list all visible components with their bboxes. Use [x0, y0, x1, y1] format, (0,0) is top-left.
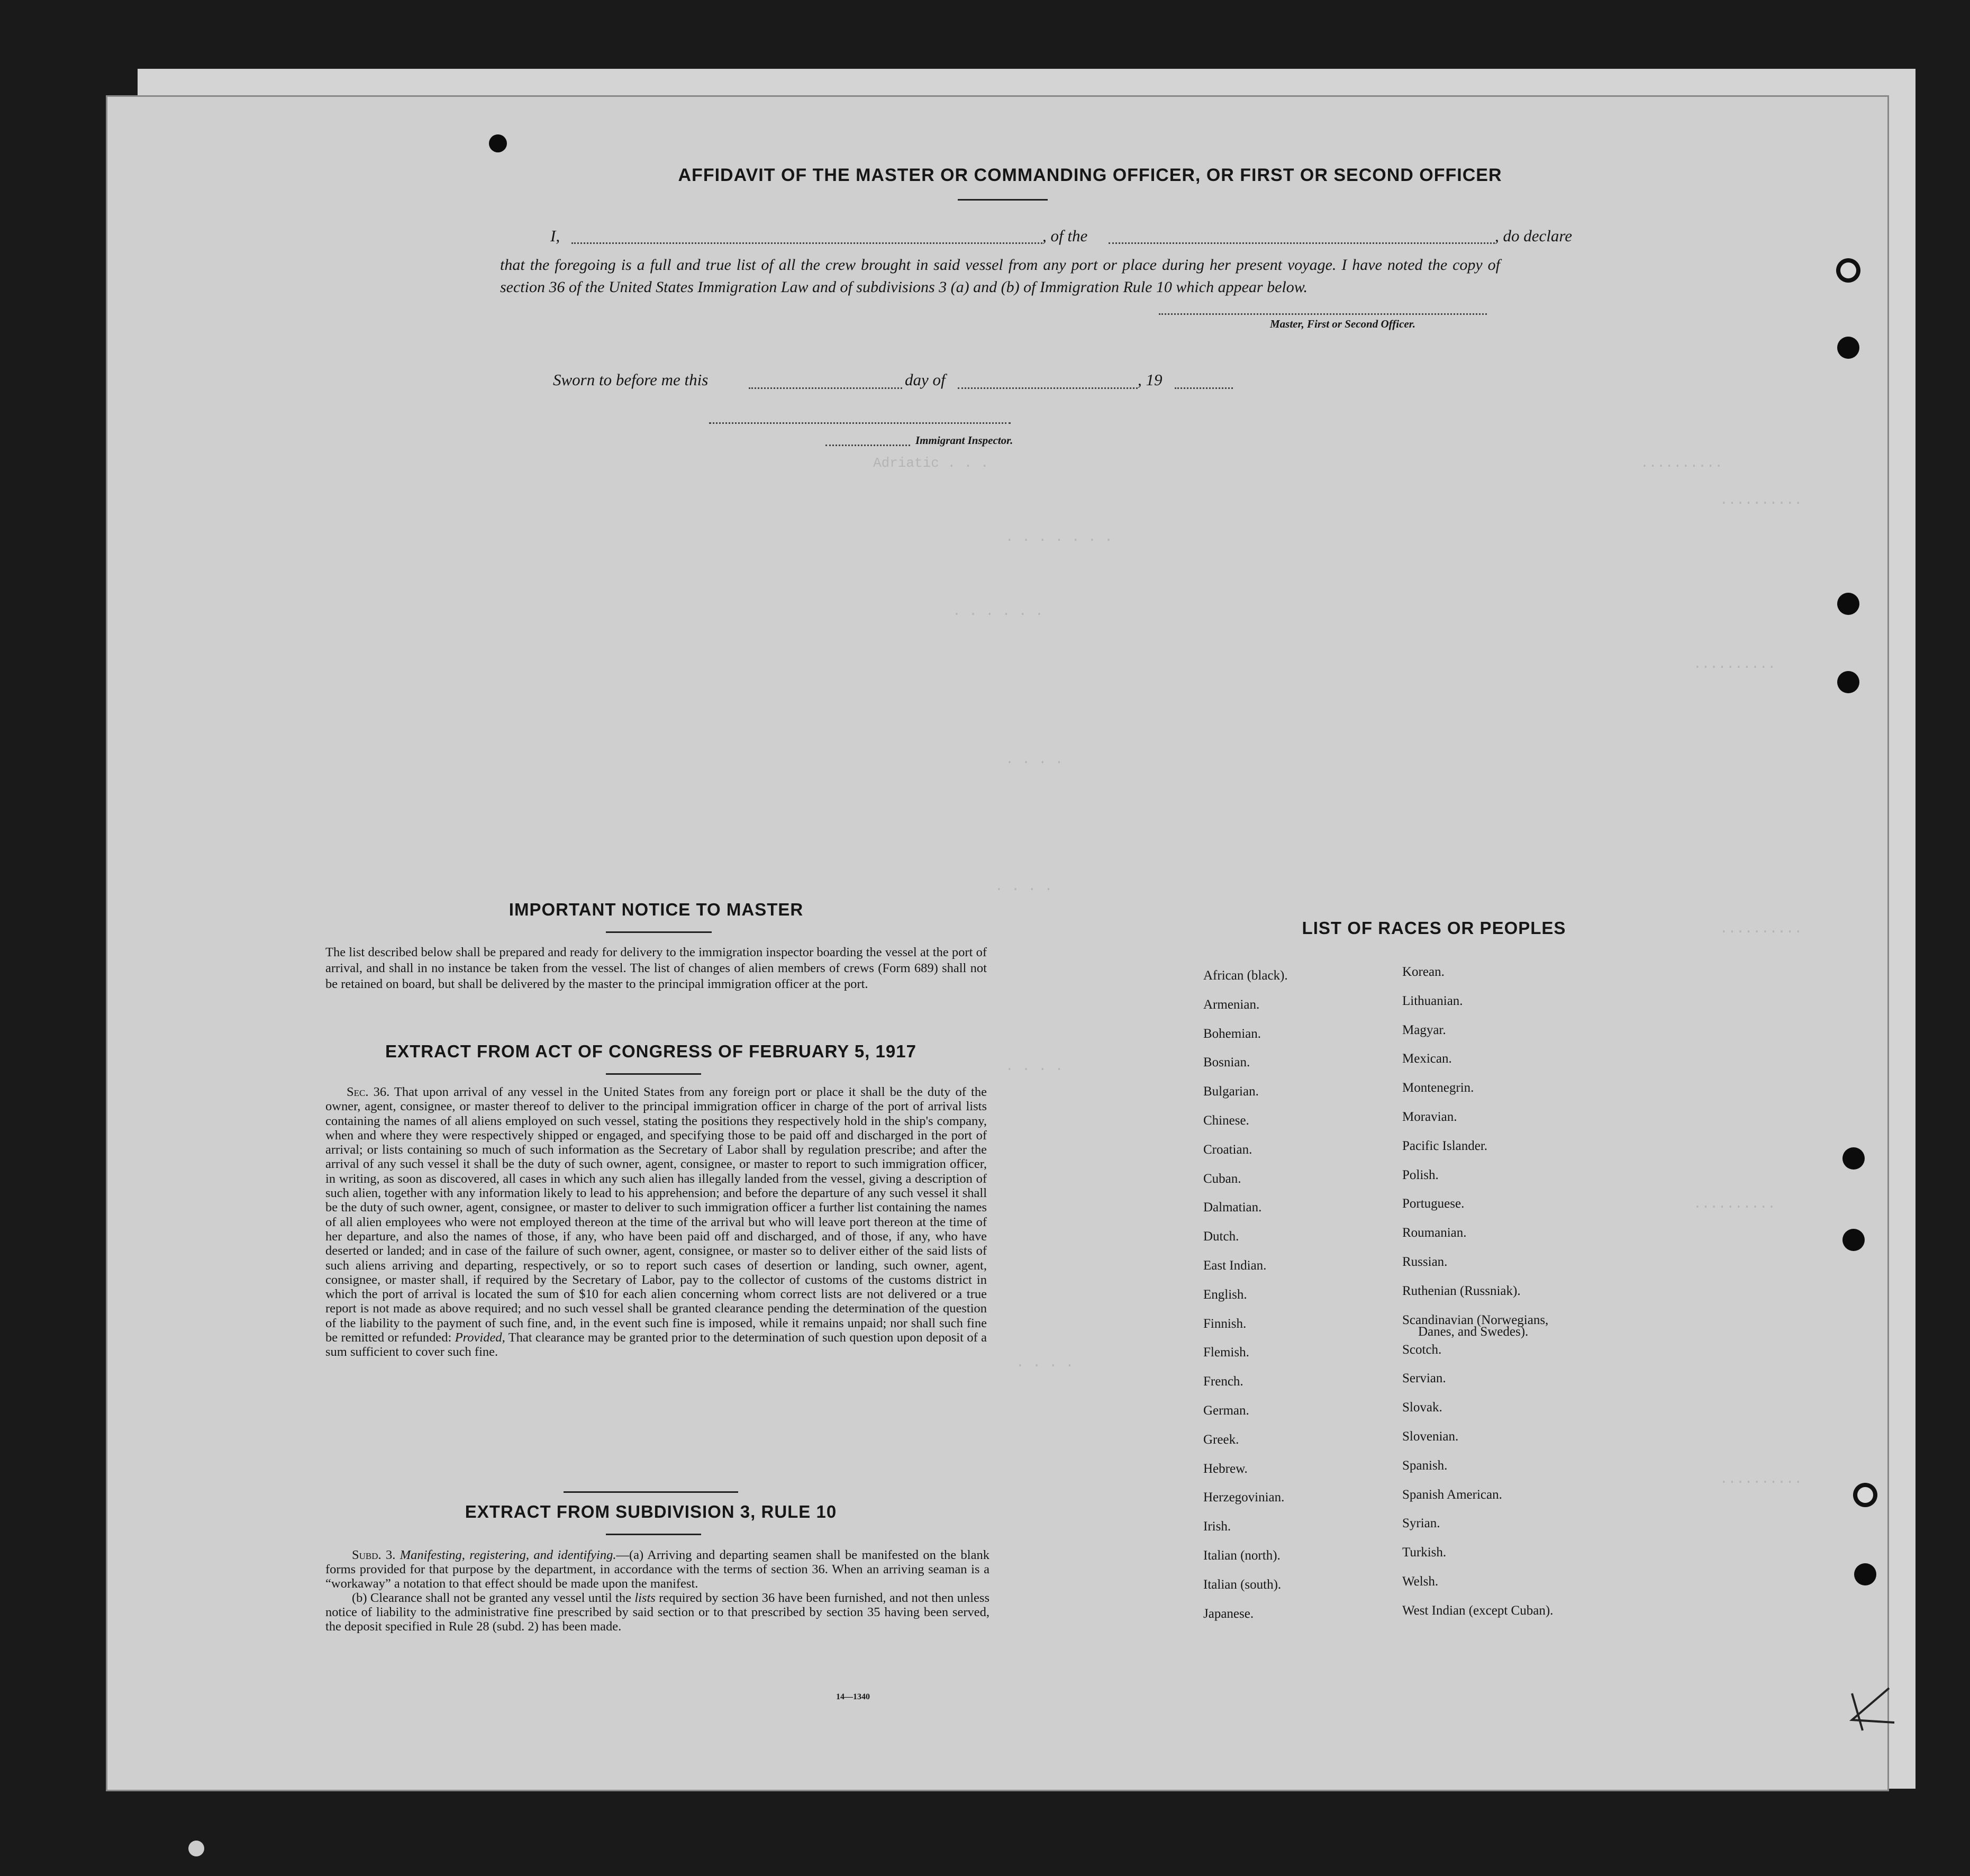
races-title: LIST OF RACES OR PEOPLES	[1302, 918, 1566, 938]
race-item: Spanish.	[1402, 1458, 1448, 1473]
act-end-rule	[564, 1491, 738, 1493]
handwritten-mark	[1841, 1683, 1905, 1741]
punch-hole	[1837, 337, 1859, 359]
subd-paragraph-b	[325, 1591, 989, 1634]
punch-hole	[1837, 593, 1859, 615]
rule-extract-title: EXTRACT FROM SUBDIVISION 3, RULE 10	[465, 1502, 837, 1521]
race-item: Dalmatian.	[1203, 1200, 1262, 1215]
proviso-word: Provided,	[455, 1330, 505, 1345]
notice-title: IMPORTANT NOTICE TO MASTER	[509, 900, 804, 919]
month-blank	[958, 387, 1138, 389]
race-item: Russian.	[1402, 1255, 1448, 1269]
race-item: Flemish.	[1203, 1345, 1249, 1360]
race-item: Finnish.	[1203, 1316, 1247, 1331]
punch-hole	[1842, 1147, 1865, 1170]
race-item: Chinese.	[1203, 1113, 1249, 1128]
race-item: Spanish American.	[1402, 1487, 1502, 1502]
race-item: Greek.	[1203, 1432, 1239, 1447]
race-item: Polish.	[1402, 1167, 1439, 1182]
race-item: Slovak.	[1402, 1400, 1442, 1415]
section-body-1: That upon arrival of any vessel in the United States from any foreign port or place it shall be the duty of the owner, agent, consignee, or master thereof to deliver to the principal immigration officer in charge of the port of arrival lists containing the names of all aliens employed on such vessel, stating the positions they respectively hold in the ship's company, when and where they were respectively shipped or engaged, and specifying those to be paid off and discharged in the port of arrival; or lists containing so much of such information as the Secretary of Labor shall by regulation prescribe; and after the arrival of any such vessel it shall be the duty of such owner, agent, consignee, or master to report to such immigration officer, in writing, as soon as discovered, all cases in which any such alien has illegally landed from the vessel, giving a description of such alien, together with any information likely to lead to his apprehension; and before the departure of any such vessel it shall be the duty of such owner, agent, consignee, or master to deliver to such immigration officer a further list containing the names of all alien employees who were not employed thereon at the time of the arrival but who will leave port thereon at the time of her departure, and also the names of those, if any, who have been paid off and discharged, and of those, if any, who have deserted or landed; and in case of the failure of such owner, agent, consignee, or master so to deliver either of the said lists of such aliens arriving and departing, respectively, or so to report such cases of desertion or landing, such owner, agent, consignee, or master shall, if required by the Secretary of Labor, pay to the collector of customs of the customs district in which the port of arrival is located the sum of $10 for each alien concerning whom correct lists are not delivered or a true report is not made as above required; and no such vessel shall be granted clearance pending the determination of the question of the liability to the payment of such fine, and, in the event such fine is imposed, while it remains unpaid; nor shall such fine be remitted or refunded:	[325, 1085, 987, 1345]
punch-hole	[1842, 1229, 1865, 1251]
race-item: East Indian.	[1203, 1258, 1267, 1273]
subdivision-3-text	[325, 1548, 989, 1634]
signature-blank	[1159, 313, 1487, 315]
affidavit-body: that the foregoing is a full and true list of all the crew brought in said vessel from any port or place during her present voyage. I have noted the copy of section 36 of the United States Immigration Law and of subdivisions 3 (a) and (b) of Immigration Rule 10 which appear below.	[500, 256, 1500, 296]
race-item: Danes, and Swedes).	[1418, 1324, 1529, 1339]
subd-heading: Manifesting, registering, and identifying.	[400, 1548, 616, 1562]
race-item: Bulgarian.	[1203, 1084, 1259, 1099]
act-extract-title: EXTRACT FROM ACT OF CONGRESS OF FEBRUARY 5, 1917	[385, 1041, 916, 1061]
punch-hole	[1837, 671, 1859, 693]
race-item: Croatian.	[1203, 1142, 1252, 1157]
race-item: Italian (south).	[1203, 1577, 1282, 1592]
race-item: Cuban.	[1203, 1171, 1241, 1186]
race-item: Hebrew.	[1203, 1461, 1248, 1476]
race-item: Portuguese.	[1402, 1197, 1465, 1211]
race-item: Bohemian.	[1203, 1026, 1261, 1041]
inspector-signature-blank	[709, 422, 1011, 424]
subd-para-b-end: required by section 36 have been furnished, and not then unless notice of liability to the administrative fine prescribed by said section or to that prescribed by section 35 having been served, the deposit specified in Rule 28 (subd. 2) has been made.	[325, 1591, 990, 1634]
race-item: Welsh.	[1402, 1574, 1439, 1589]
race-item: Lithuanian.	[1402, 993, 1463, 1008]
race-item: Pacific Islander.	[1402, 1138, 1488, 1153]
race-item: Bosnian.	[1203, 1055, 1250, 1070]
document-page: Adriatic . . . .......... .......... . . . . . . . . . . . . . .......... . . . . . . . . .......... . . . . .......... . . . . .......... AFFIDAVIT OF THE MASTER OR COMMANDING OFFICER, OR FIRST OR SECOND OFFICER I, , of the , do declare that the foregoing is a full and true list of all the crew brought in said vessel from any port or place during her present voyage. I have noted the copy of section 36 of the United States Immigration Law and of subdivisions 3 (a) and (b) of Immigration Rule 10 which appear below. Master, First or Second Officer. Sworn to before me this day of , 19 Immigrant Inspector. IMPORTANT NOTICE TO MASTER The list described below shall be prepared and ready for delivery to the immigration inspector boarding the vessel at the port of arrival, and shall in no instance be taken from the vessel. The list of changes of alien members of crews (Form 689) shall not be retained on board, but shall be delivered by the master to the principal immigration officer at the port. EXTRACT FROM ACT OF CONGRESS OF FEBRUARY 5, 1917 Sec. 36. That upon arrival of any vessel in the United States from any foreign port or place it shall be the duty of the owner, agent, consignee, or master thereof to deliver to the principal immigration officer in charge of the port of arrival lists containing the names of all aliens employed on such vessel, stating the positions they respectively hold in the ship's company, when and where they were respectively shipped or engaged, and specifying those to be paid off and discharged in the port of arrival; or lists containing so much of such information as the Secretary of Labor shall by regulation prescribe; and after the arrival of any such vessel it shall be the duty of such owner, agent, consignee, or master to report to such immigration officer, in writing, as soon as discovered, all cases in which any such alien has illegally landed from the vessel, giving a description of such alien, together with any information likely to lead to his apprehension; and before the departure of any such vessel it shall be the duty of such owner, agent, consignee, or master to deliver to such immigration officer a further list containing the names of all alien employees who were not employed thereon at the time of the arrival but who will leave port thereon at the time of her departure, and also the names of those, if any, who have been paid off and discharged, and of those, if any, who have deserted or landed; and in case of the failure of such owner, agent, consignee, or master so to deliver either of the said lists of such aliens arriving and departing, respectively, or so to report such cases of desertion or landing, such owner, agent, consignee, or master shall, if required by the Secretary of Labor, pay to the collector of customs of the customs district in which the port of arrival is located the sum of $10 for each alien concerning whom correct lists are not delivered or a true report is not made as above required; and no such vessel shall be granted clearance pending the determination of the question of the liability to the payment of such fine, and, in the event such fine is imposed, while it remains unpaid; nor shall such fine be remitted or refunded: Provided, That clearance may be granted prior to the determination of such question upon deposit of a sum sufficient to cover such fine. EXTRACT FROM SUBDIVISION 3, RULE 10 Subd. 3. Manifesting, registering, and identifying.—(a) Arriving and departing seamen shall be manifested on the blank forms provided for that purpose by the department, in accordance with the terms of section 36. When an arriving seaman is a “workaway” a notation to that effect should be made upon the manifest. (b) Clearance shall not be granted any vessel until the lists required by section 36 have been furnished, and not then unless notice of liability to the administrative fine prescribed by said section or to that prescribed by section 35 having been served, the deposit specified in Rule 28 (subd. 2) has been made. 14—1340 LIST OF RACES OR PEOPLES African (black). Armenian. Bohemian. Bosnian. Bulgarian. Chinese. Croatian. Cuban. Dalmatian. Dutch. East Indian. English. Finnish. Flemish. French. German. Greek. Hebrew. Herzegovinian. Irish. Italian (north). Italian (south). Japanese. Korean. Lithuanian. Magyar. Mexican. Montenegrin. Moravian. Pacific Islander. Polish. Portuguese. Roumanian. Russian. Ruthenian (Russniak). Scandinavian (Norwegians, Danes, and Swedes). Scotch. Servian. Slovak. Slovenian. Spanish. Spanish American. Syrian. Turkish. Welsh. West Indian (except Cuban).	[106, 95, 1889, 1791]
affidavit-declare-label: , do declare	[1495, 226, 1573, 245]
subd-para-b-lists: lists	[634, 1591, 656, 1605]
punch-hole	[188, 1841, 204, 1856]
subd-para-b-start: (b) Clearance shall not be granted any vessel until the	[352, 1591, 631, 1605]
race-item: Scotch.	[1402, 1342, 1442, 1357]
race-item: Italian (north).	[1203, 1548, 1281, 1563]
section-36-text	[325, 1085, 987, 1360]
subd-paragraph-a	[325, 1548, 989, 1591]
section-body-2: That clearance may be granted prior to the determination of such question upon deposit of a sum sufficient to cover such fine.	[325, 1330, 987, 1360]
race-item: Japanese.	[1203, 1606, 1254, 1621]
act-underline	[606, 1073, 701, 1075]
inspector-leader	[825, 445, 910, 446]
year-blank	[1175, 387, 1233, 389]
race-item: West Indian (except Cuban).	[1402, 1603, 1554, 1618]
race-item: Korean.	[1402, 965, 1445, 979]
sworn-label: Sworn to before me this	[553, 370, 709, 389]
affidavit-title: AFFIDAVIT OF THE MASTER OR COMMANDING OFFICER, OR FIRST OR SECOND OFFICER	[678, 165, 1502, 185]
form-number: 14—1340	[836, 1692, 870, 1701]
punch-hole	[1857, 1487, 1873, 1503]
race-item: Moravian.	[1402, 1110, 1457, 1124]
punch-hole	[1840, 262, 1856, 278]
subd-para-a: —(a) Arriving and departing seamen shall be manifested on the blank forms provided for that purpose by the department, in accordance with the terms of section 36. When an arriving seaman is a “workaway” a notation to that effect should be made upon the manifest.	[325, 1548, 989, 1591]
race-item: Irish.	[1203, 1519, 1231, 1534]
affidavit-of-the-label: , of the	[1042, 226, 1088, 245]
race-item: Herzegovinian.	[1203, 1490, 1285, 1505]
race-item: Mexican.	[1402, 1052, 1452, 1066]
race-item: Roumanian.	[1402, 1226, 1467, 1240]
race-item: Dutch.	[1203, 1229, 1239, 1244]
race-item: French.	[1203, 1374, 1243, 1389]
day-of-label: day of	[905, 370, 946, 389]
inspector-label: Immigrant Inspector.	[915, 434, 1013, 447]
rule-underline	[606, 1534, 701, 1535]
race-item: Syrian.	[1402, 1516, 1440, 1531]
name-blank	[571, 242, 1042, 244]
race-item: Scandinavian (Norwegians,	[1402, 1312, 1549, 1327]
year-label: , 19	[1138, 370, 1163, 389]
race-item: Slovenian.	[1402, 1429, 1459, 1444]
race-item: Ruthenian (Russniak).	[1402, 1283, 1521, 1298]
affidavit-i-label: I,	[550, 226, 560, 245]
sworn-day-blank	[749, 387, 902, 389]
notice-body: The list described below shall be prepared and ready for delivery to the immigration inspector boarding the vessel at the port of arrival, and shall in no instance be taken from the vessel. The list of changes of alien members of crews (Form 689) shall not be retained on board, but shall be delivered by the master to the principal immigration officer at the port.	[325, 945, 987, 991]
punch-hole	[489, 134, 507, 152]
race-item: Turkish.	[1402, 1545, 1447, 1560]
race-item: Magyar.	[1402, 1022, 1446, 1037]
section-label: Sec. 36.	[347, 1085, 390, 1099]
subd-label: Subd. 3.	[352, 1548, 396, 1562]
notice-underline	[606, 931, 712, 933]
master-signature-label: Master, First or Second Officer.	[1270, 318, 1415, 330]
vessel-blank	[1109, 242, 1495, 244]
race-item: Montenegrin.	[1402, 1081, 1474, 1095]
race-item: German.	[1203, 1403, 1249, 1418]
race-item: African (black).	[1203, 968, 1288, 983]
title-underline	[958, 199, 1048, 201]
race-item: Servian.	[1402, 1371, 1446, 1386]
race-item: English.	[1203, 1287, 1247, 1302]
race-item: Armenian.	[1203, 997, 1260, 1012]
punch-hole	[1854, 1563, 1876, 1585]
